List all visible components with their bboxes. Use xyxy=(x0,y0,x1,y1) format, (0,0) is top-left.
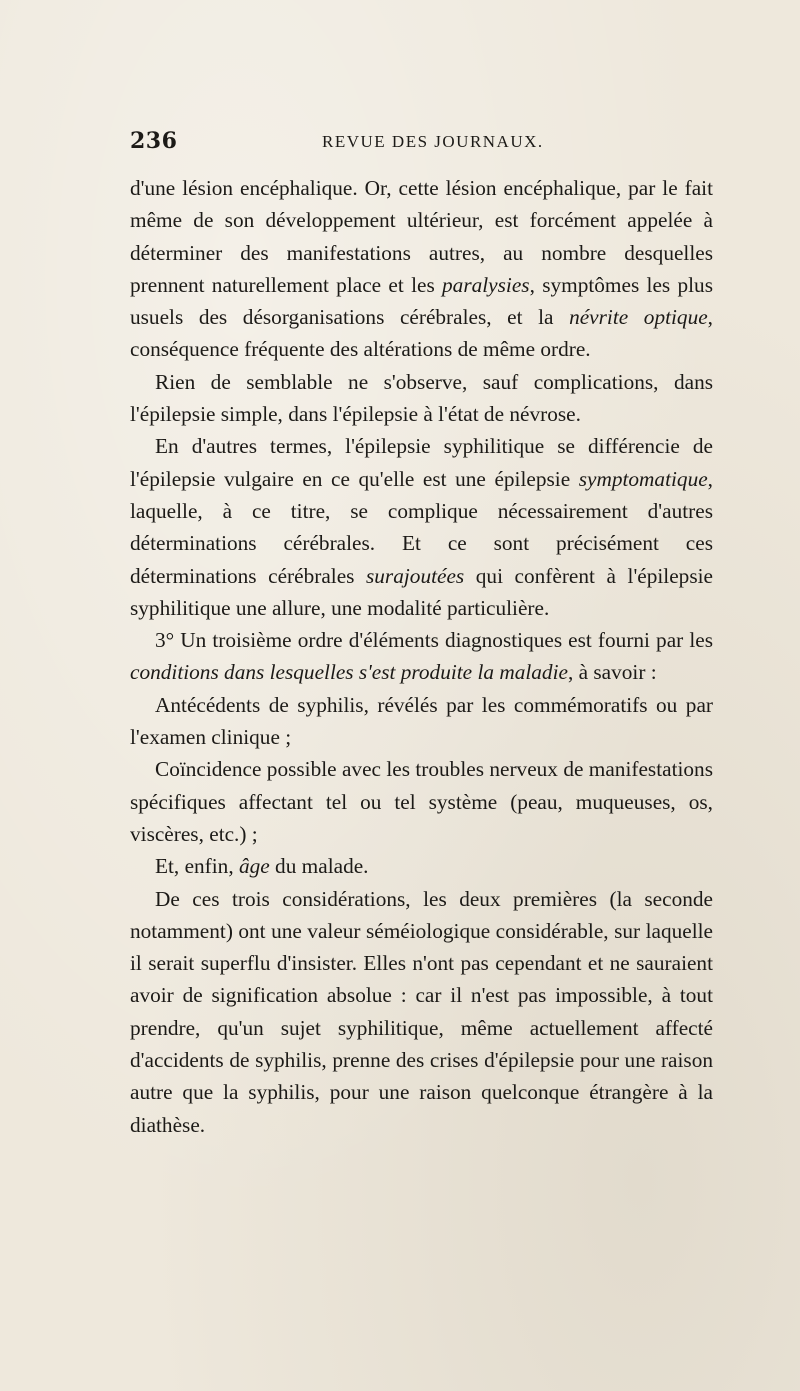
italic-text: névrite optique xyxy=(569,305,708,330)
italic-text: symptomatique xyxy=(578,466,708,491)
paragraph xyxy=(130,689,713,754)
text-run: Rien de semblable ne s'observe, sauf complications, dans l'épilepsie simple, dans l'épilepsie à l'état de névrose. xyxy=(130,369,713,427)
text-run: du malade. xyxy=(269,854,369,879)
paragraph xyxy=(130,172,713,366)
body-text xyxy=(130,172,713,1141)
italic-text: surajoutées xyxy=(366,563,465,588)
text-run: , symptômes les plus usuels des désorganisations cérébrales, et la xyxy=(130,272,713,330)
text-run: Coïncidence possible avec les troubles nerveux de manifestations spécifiques affectant tel ou tel système (peau, muqueuses, os, viscères, etc.) ; xyxy=(130,757,713,846)
italic-text: âge xyxy=(238,854,270,879)
text-run: Et, enfin, xyxy=(155,854,239,879)
paragraph xyxy=(130,366,713,431)
text-run: De ces trois considérations, les deux premières (la seconde notamment) ont une valeur séméiologique considérable, sur laquelle il serait superflu d'insister. Elles n'ont pas cependant et ne sauraient avoir de signification absolue : car il n'est pas impossible, à tout prendre, qu'un sujet syphilitique, même actuellement affecté d'accidents de syphilis, prenne des crises d'épilepsie pour une raison autre que la syphilis, pour une raison quelconque étrangère à la diathèse. xyxy=(130,886,713,1137)
paragraph xyxy=(130,430,713,624)
text-run: d'une lésion encéphalique. Or, cette lésion encéphalique, par le fait même de son développement ultérieur, est forcément appelée à déterminer des manifestations autres, au nombre desquelles prennent naturellement place et les xyxy=(130,176,713,297)
text-run: En d'autres termes, l'épilepsie syphilitique se différencie de l'épilepsie vulgaire en ce qu'elle est une épilepsie xyxy=(130,434,713,491)
paragraph xyxy=(130,624,713,689)
page-number: 236 xyxy=(130,128,178,154)
italic-text: paralysies xyxy=(442,272,530,297)
running-title: REVUE DES JOURNAUX. xyxy=(322,132,544,151)
page-header xyxy=(130,128,700,168)
paragraph xyxy=(130,850,713,882)
paragraph xyxy=(130,883,713,1141)
text-run: Antécédents de syphilis, révélés par les commémoratifs ou par l'examen clinique ; xyxy=(130,692,713,750)
paragraph xyxy=(130,753,713,850)
text-run: qui confèrent à l'épilepsie syphilitique une allure, une modalité particulière. xyxy=(130,563,713,620)
text-run: 3° Un troisième ordre d'éléments diagnostiques est fourni par les xyxy=(155,628,713,653)
italic-text: conditions dans lesquelles s'est produite la maladie xyxy=(130,660,568,685)
text-run: , laquelle, à ce titre, se complique nécessairement d'autres déterminations cérébrales. Et ce sont précisément ces déterminations cérébrales xyxy=(130,466,713,588)
text-run: , à savoir : xyxy=(567,660,657,685)
text-run: , conséquence fréquente des altérations de même ordre. xyxy=(130,305,713,362)
